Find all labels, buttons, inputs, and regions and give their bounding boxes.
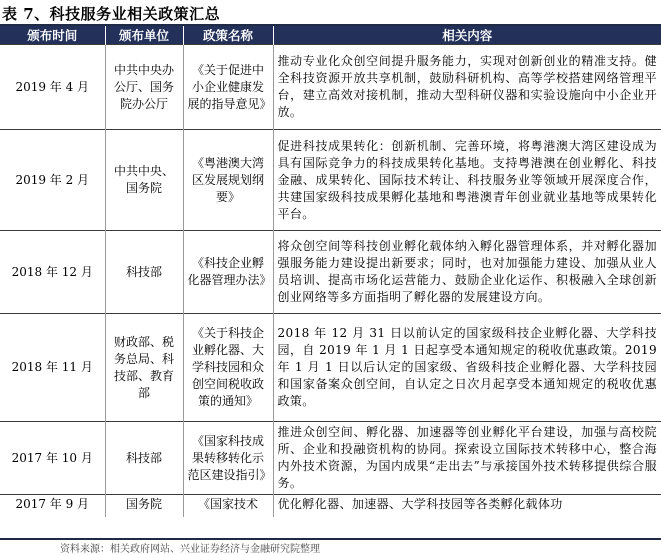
cell-unit: 科技部	[105, 422, 183, 495]
header-content: 相关内容	[273, 26, 661, 45]
cell-policy: 《科技企业孵化器管理办法》	[183, 231, 273, 314]
header-time: 颁布时间	[0, 26, 105, 45]
cell-content: 2018 年 12 月 31 日以前认定的国家级科技企业孵化器、大学科技园，自 2019 年 1 月 1 日起享受本通知规定的税收优惠政策。2019 年 1 月 1 日以后认定的国家级、省级科技企业孵化器、大学科技园和国家备案众创空间，自认定之日次月起享受本通知规定的税收优惠政策。	[273, 314, 661, 422]
cell-content: 优化孵化器、加速器、大学科技园等各类孵化载体功	[273, 495, 661, 518]
cell-unit: 科技部	[105, 231, 183, 314]
cell-content: 推动专业化众创空间提升服务能力，实现对创新创业的精准支持。健全科技资源开放共享机制，鼓励科研机构、高等学校搭建网络管理平台，建立高效对接机制，推动大型科研仪器和实验设施向中小企业开放。	[273, 45, 661, 130]
source-footnote: 资料来源：相关政府网站、兴业证券经济与金融研究院整理	[60, 544, 320, 555]
cell-policy: 《国家技术	[183, 495, 273, 518]
cell-policy: 《粤港澳大湾区发展规划纲要》	[183, 130, 273, 231]
cell-content: 将众创空间等科技创业孵化载体纳入孵化器管理体系，并对孵化器加强服务能力建设提出新要求；同时，也对加强能力建设、加强从业人员培训、提高市场化运营能力、鼓励企业化运作、积极融入全球创新创业网络等多方面指明了孵化器的发展建设方向。	[273, 231, 661, 314]
cell-unit: 国务院	[105, 495, 183, 518]
cell-content: 推进众创空间、孵化器、加速器等创业孵化平台建设，加强与高校院所、企业和投融资机构的协同。探索设立国际技术转移中心，整合海内外技术资源，为国内成果“走出去”与承接国外技术转移提供综合服务。	[273, 422, 661, 495]
cell-unit: 中共中央办公厅、国务院办公厅	[105, 45, 183, 130]
cell-time: 2018 年 11 月	[0, 314, 105, 422]
cell-policy: 《关于促进中小企业健康发展的指导意见》	[183, 45, 273, 130]
header-policy: 政策名称	[183, 26, 273, 45]
policy-table	[0, 26, 661, 517]
cell-content: 促进科技成果转化：创新机制、完善环境，将粤港澳大湾区建设成为具有国际竞争力的科技成果转化基地。支持粤港澳在创业孵化、科技金融、成果转化、国际技术转让、科技服务业等领域开展深度合作，共建国家级科技成果孵化基地和粤港澳青年创业就业基地等成果转化平台。	[273, 130, 661, 231]
cell-unit: 财政部、税务总局、科技部、教育部	[105, 314, 183, 422]
table-header-row	[0, 26, 661, 45]
cell-time: 2018 年 12 月	[0, 231, 105, 314]
cell-policy: 《关于科技企业孵化器、大学科技园和众创空间税收政策的通知》	[183, 314, 273, 422]
table-row	[0, 130, 661, 231]
table-title: 表 7、科技服务业相关政策汇总	[2, 5, 221, 23]
cell-time: 2019 年 2 月	[0, 130, 105, 231]
cell-policy: 《国家科技成果转移转化示范区建设指引》	[183, 422, 273, 495]
table-row	[0, 422, 661, 495]
table-row	[0, 231, 661, 314]
header-unit: 颁布单位	[105, 26, 183, 45]
cell-unit: 中共中央、国务院	[105, 130, 183, 231]
cell-time: 2017 年 9 月	[0, 495, 105, 518]
table-row	[0, 45, 661, 130]
table-row	[0, 495, 661, 518]
table-row	[0, 314, 661, 422]
cell-time: 2017 年 10 月	[0, 422, 105, 495]
cell-time: 2019 年 4 月	[0, 45, 105, 130]
